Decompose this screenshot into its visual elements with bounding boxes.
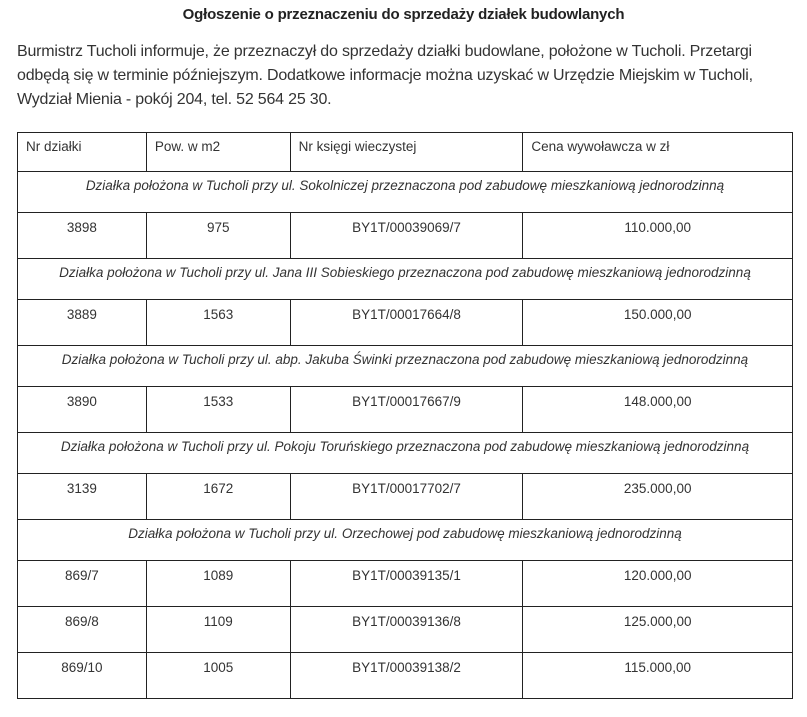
section-row — [18, 346, 793, 387]
cell-area: 1563 — [146, 300, 290, 346]
section-row — [18, 259, 793, 300]
cell-plot-number: 3139 — [18, 474, 147, 520]
cell-price: 148.000,00 — [523, 387, 793, 433]
table-row — [18, 300, 793, 346]
section-row — [18, 172, 793, 213]
cell-area: 1533 — [146, 387, 290, 433]
page-title: Ogłoszenie o przeznaczeniu do sprzedaży działek budowlanych — [182, 6, 625, 23]
section-label: Działka położona w Tucholi przy ul. Jana III Sobieskiego przeznaczona pod zabudowę mieszkaniową jednorodzinną — [18, 259, 793, 300]
section-label: Działka położona w Tucholi przy ul. abp. Jakuba Świnki przeznaczona pod zabudowę mieszkaniową jednorodzinną — [18, 346, 793, 387]
cell-land-register: BY1T/00017664/8 — [290, 300, 523, 346]
cell-area: 1109 — [146, 607, 290, 653]
cell-price: 125.000,00 — [523, 607, 793, 653]
cell-land-register: BY1T/00039069/7 — [290, 213, 523, 259]
cell-price: 150.000,00 — [523, 300, 793, 346]
cell-area: 975 — [146, 213, 290, 259]
cell-plot-number: 3898 — [18, 213, 147, 259]
intro-paragraph: Burmistrz Tucholi informuje, że przeznaczył do sprzedaży działki budowlane, położone w Tucholi. Przetargi odbędą się w terminie późniejszym. Dodatkowe informacje można uzyskać w Urzędzie Miejskim w Tucholi, Wydział Mienia - pokój 204, tel. 52 564 25 30. — [17, 43, 753, 108]
table-row — [18, 561, 793, 607]
table-header-row — [18, 133, 793, 172]
section-row — [18, 433, 793, 474]
cell-plot-number: 3889 — [18, 300, 147, 346]
cell-area: 1672 — [146, 474, 290, 520]
cell-area: 1089 — [146, 561, 290, 607]
cell-plot-number: 869/8 — [18, 607, 147, 653]
cell-plot-number: 869/7 — [18, 561, 147, 607]
cell-price: 110.000,00 — [523, 213, 793, 259]
table-row — [18, 213, 793, 259]
cell-price: 120.000,00 — [523, 561, 793, 607]
cell-land-register: BY1T/00017702/7 — [290, 474, 523, 520]
header-plot-number: Nr działki — [18, 133, 147, 172]
cell-land-register: BY1T/00039138/2 — [290, 653, 523, 699]
cell-area: 1005 — [146, 653, 290, 699]
plots-table — [17, 132, 793, 699]
table-row — [18, 653, 793, 699]
table-row — [18, 474, 793, 520]
section-label: Działka położona w Tucholi przy ul. Sokolniczej przeznaczona pod zabudowę mieszkaniową jednorodzinną — [18, 172, 793, 213]
section-label: Działka położona w Tucholi przy ul. Pokoju Toruńskiego przeznaczona pod zabudowę mieszkaniową jednorodzinną — [18, 433, 793, 474]
cell-price: 115.000,00 — [523, 653, 793, 699]
cell-price: 235.000,00 — [523, 474, 793, 520]
section-label: Działka położona w Tucholi przy ul. Orzechowej pod zabudowę mieszkaniową jednorodzinną — [18, 520, 793, 561]
cell-land-register: BY1T/00039136/8 — [290, 607, 523, 653]
header-area: Pow. w m2 — [146, 133, 290, 172]
cell-land-register: BY1T/00017667/9 — [290, 387, 523, 433]
cell-plot-number: 3890 — [18, 387, 147, 433]
cell-plot-number: 869/10 — [18, 653, 147, 699]
table-row — [18, 607, 793, 653]
cell-land-register: BY1T/00039135/1 — [290, 561, 523, 607]
header-starting-price: Cena wywoławcza w zł — [523, 133, 793, 172]
section-row — [18, 520, 793, 561]
header-land-register: Nr księgi wieczystej — [290, 133, 523, 172]
table-row — [18, 387, 793, 433]
